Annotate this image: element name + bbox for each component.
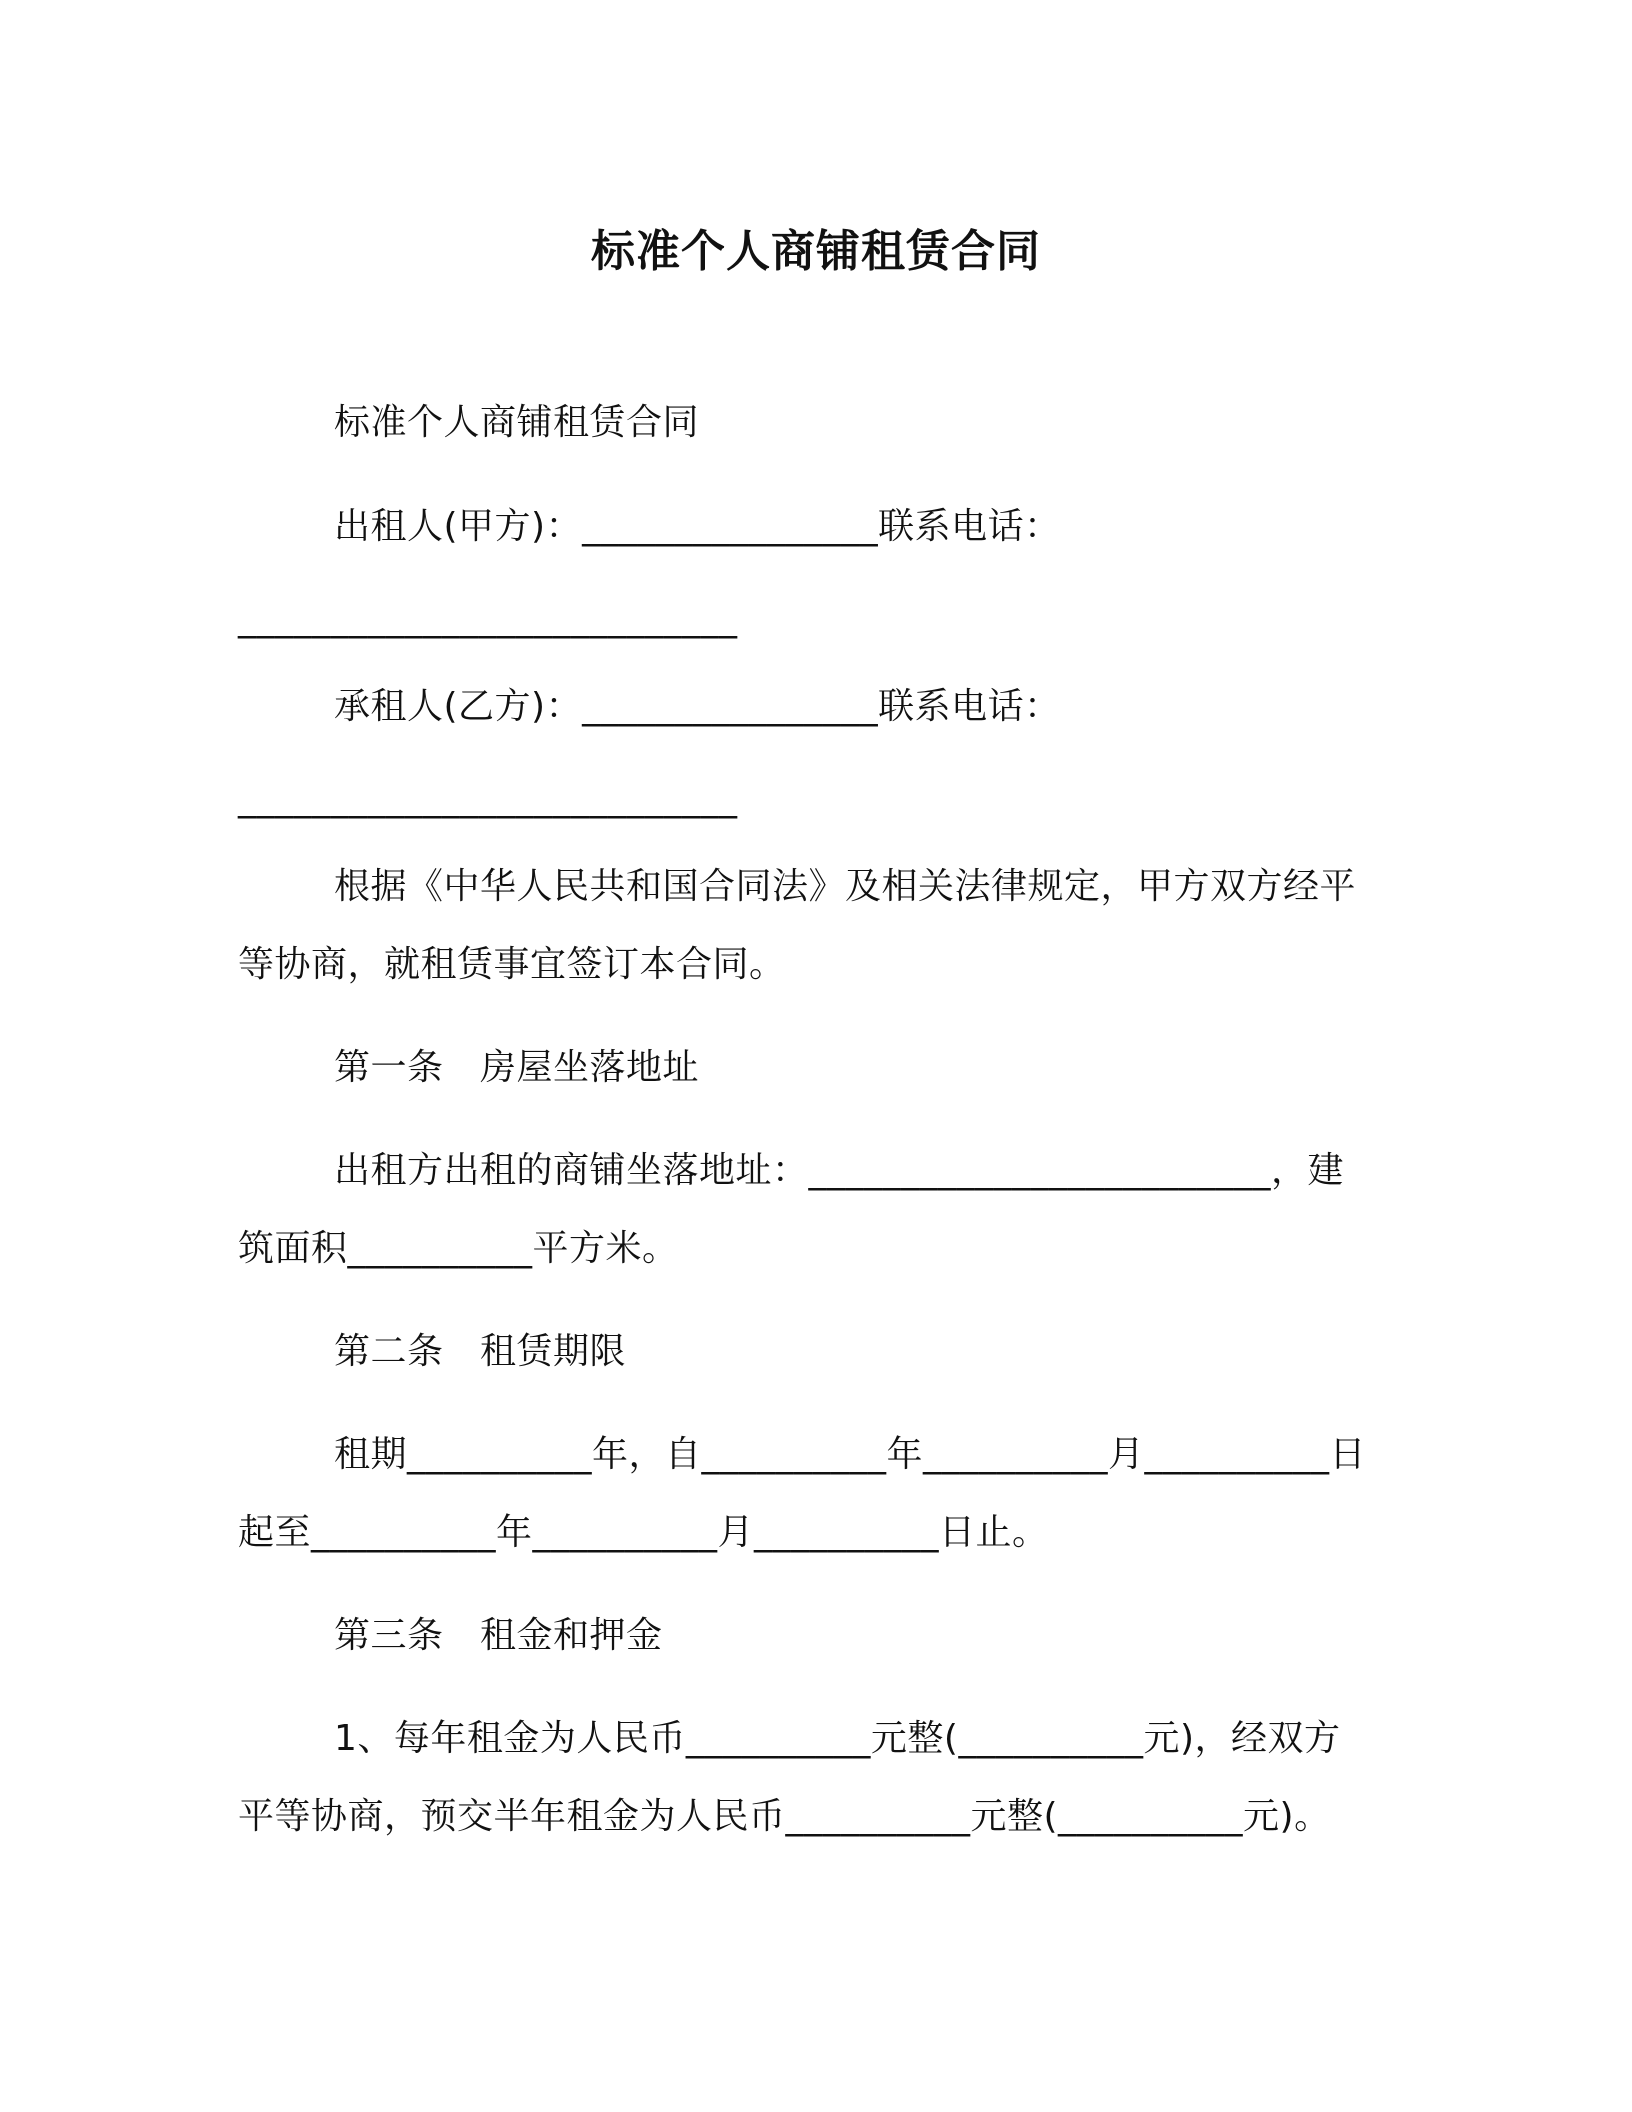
article-3-heading: 第三条 租金和押金 xyxy=(334,1615,663,1656)
rent-line-1: 1、每年租金为人民币__________元整(__________元)，经双方 xyxy=(334,1718,1341,1759)
term-line-1: 租期__________年，自__________年__________月__________日 xyxy=(334,1434,1367,1475)
lessor-line: 出租人(甲方)：________________联系电话： xyxy=(334,506,1061,547)
lessee-phone-blank: ___________________________ xyxy=(238,778,738,819)
article-2-heading: 第二条 租赁期限 xyxy=(334,1331,627,1372)
address-line-1: 出租方出租的商铺坐落地址：_________________________，建 xyxy=(334,1150,1345,1191)
subtitle-line: 标准个人商铺租赁合同 xyxy=(334,402,700,443)
term-line-2: 起至__________年__________月__________日止。 xyxy=(238,1512,1049,1553)
preamble-line-1: 根据《中华人民共和国合同法》及相关法律规定，甲方双方经平 xyxy=(334,866,1357,907)
document-title: 标准个人商铺租赁合同 xyxy=(591,226,1041,277)
address-line-2: 筑面积__________平方米。 xyxy=(238,1228,679,1269)
lessee-line: 承租人(乙方)：________________联系电话： xyxy=(334,686,1061,727)
article-1-heading: 第一条 房屋坐落地址 xyxy=(334,1047,700,1088)
lessor-phone-blank: ___________________________ xyxy=(238,598,738,639)
rent-line-2: 平等协商，预交半年租金为人民币__________元整(__________元)。 xyxy=(238,1796,1331,1837)
preamble-line-2: 等协商，就租赁事宜签订本合同。 xyxy=(238,944,786,985)
